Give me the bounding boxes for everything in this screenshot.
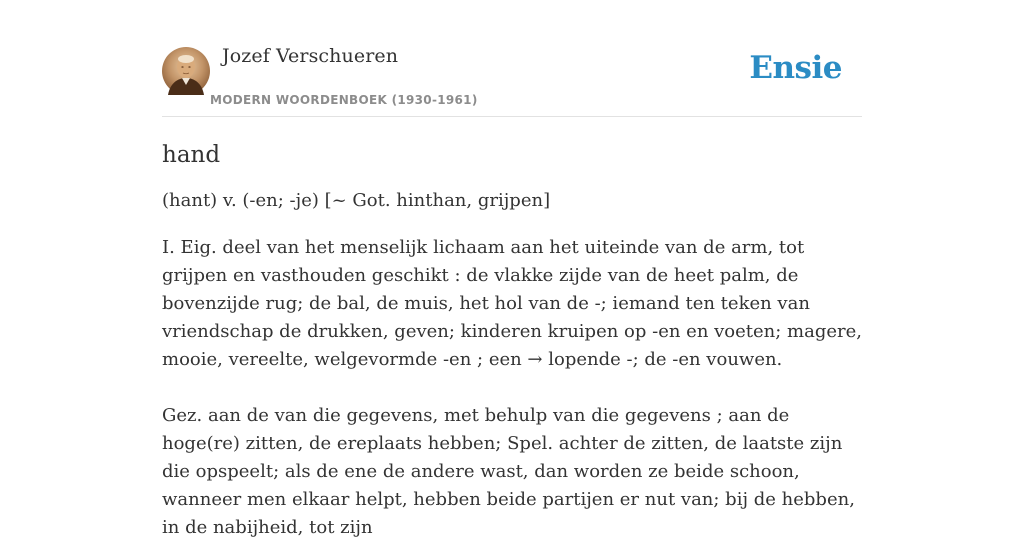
entry-etymology: (hant) v. (-en; -je) [~ Got. hinthan, grijpen] [162, 190, 551, 211]
brand-logo[interactable]: Ensie [749, 50, 842, 86]
entry-content [162, 138, 862, 542]
header [162, 0, 862, 117]
source-dictionary[interactable]: MODERN WOORDENBOEK (1930-1961) [210, 93, 478, 107]
portrait-image [162, 47, 210, 95]
author-avatar[interactable] [162, 47, 210, 95]
entry-definition: I. Eig. deel van het menselijk lichaam aan het uiteinde van de arm, tot grijpen en vasthouden geschikt : de vlakke zijde van de heet palm, de bovenzijde rug; de bal, de muis, het hol van de -; iemand ten teken van vriendschap de drukken, geven; kinderen kruipen op -en en voeten; magere, mooie, vereelte, welgevormde -en ; een → lopende -; de -en vouwen. Gez. aan de van die gegevens, met behulp van die gegevens ; aan de hoge(re) zitten, de ereplaats hebben; Spel. achter de zitten, de laatste zijn die opspeelt; als de ene de andere wast, dan worden ze beide schoon, wanneer men elkaar helpt, hebben beide partijen er nut van; bij de hebben, in de nabijheid, tot zijn [162, 237, 863, 538]
entry-title: hand [162, 142, 221, 168]
author-name[interactable]: Jozef Verschueren [222, 45, 399, 67]
